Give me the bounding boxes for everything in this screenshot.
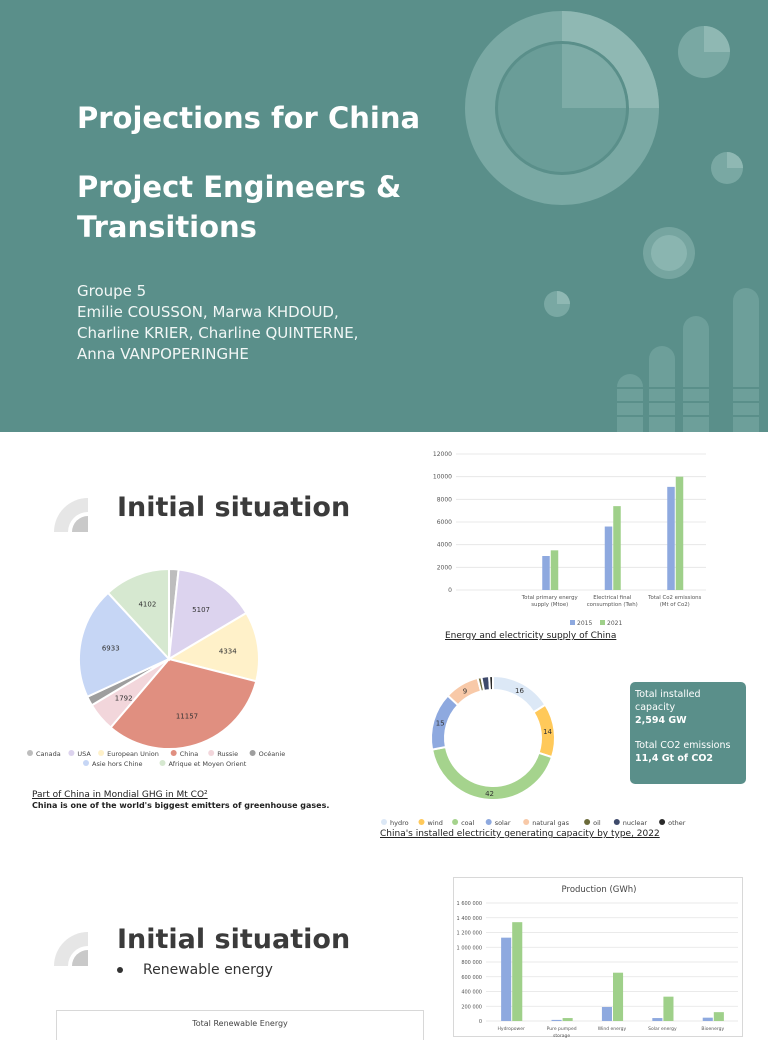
chart-title: Production (GWh) xyxy=(561,885,637,895)
donut-caption: China's installed electricity generating capacity by type, 2022 xyxy=(380,829,660,839)
y-tick-label: 0 xyxy=(478,1019,482,1025)
x-tick-label: Solar energy xyxy=(648,1027,677,1032)
y-tick-label: 10000 xyxy=(432,473,452,481)
legend-entry: other xyxy=(668,819,686,827)
x-tick-label: (Mt of Co2) xyxy=(659,602,690,608)
renewable-chart-title: Total Renewable Energy xyxy=(192,1019,288,1028)
data-label: 16 xyxy=(515,686,524,695)
legend-swatch xyxy=(600,620,605,625)
bullet-dot xyxy=(117,967,123,973)
bar-caption: Energy and electricity supply of China xyxy=(445,631,617,641)
authors-block xyxy=(77,281,358,365)
legend-swatch xyxy=(250,750,256,756)
legend-entry: Russie xyxy=(217,750,239,758)
legend-swatch xyxy=(486,819,492,825)
x-tick-label: Total primary energy xyxy=(521,595,578,601)
presentation-title: Projections for China xyxy=(77,101,421,135)
deco-circle-inner xyxy=(651,235,687,271)
y-tick-label: 6000 xyxy=(436,519,452,526)
data-label: 1792 xyxy=(114,694,133,703)
data-label: 5107 xyxy=(192,606,211,615)
bar xyxy=(551,550,559,590)
legend-swatch xyxy=(68,750,74,756)
bullet-text: Renewable energy xyxy=(143,962,273,978)
legend-entry: wind xyxy=(427,819,443,827)
bar xyxy=(703,1018,713,1021)
legend-entry: oil xyxy=(593,819,601,827)
bar xyxy=(676,477,684,590)
group-name: Groupe 5 xyxy=(77,282,147,300)
legend-swatch xyxy=(160,760,166,766)
info-label: Total installed capacity xyxy=(635,689,701,713)
info-label: Total CO2 emissions xyxy=(635,740,731,751)
x-tick-label: Wind energy xyxy=(597,1027,627,1032)
bar xyxy=(667,487,675,590)
legend-entry: Canada xyxy=(36,750,61,758)
section-title: Initial situation xyxy=(117,924,351,955)
ghg-pie-chart xyxy=(20,557,340,772)
deco-circle-slice xyxy=(727,152,743,168)
data-label: 4334 xyxy=(218,647,237,656)
legend-entry: Afrique et Moyen Orient xyxy=(168,760,247,768)
legend-entry: hydro xyxy=(390,819,409,827)
section-icon xyxy=(54,932,96,966)
y-tick-label: 4000 xyxy=(436,541,452,549)
legend-entry: nuclear xyxy=(622,819,648,827)
x-tick-label: Total Co2 emissions xyxy=(648,595,702,601)
legend-swatch xyxy=(419,819,425,825)
legend-swatch xyxy=(614,819,620,825)
capacity-info-box xyxy=(630,682,746,784)
x-tick-label: Electrical final xyxy=(593,595,632,601)
bar xyxy=(552,1020,562,1021)
y-tick-label: 1 000 000 xyxy=(456,945,482,952)
bar xyxy=(663,997,673,1021)
bar xyxy=(512,922,522,1021)
production-bar-chart xyxy=(453,877,743,1037)
bar xyxy=(613,973,623,1021)
section-title: Initial situation xyxy=(117,492,351,523)
data-label: 9 xyxy=(462,687,468,696)
legend-swatch xyxy=(523,819,529,825)
legend-entry: China xyxy=(179,750,199,758)
bar xyxy=(613,506,621,590)
y-tick-label: 0 xyxy=(448,587,452,594)
legend-entry: USA xyxy=(77,750,91,758)
author-line: Charline KRIER, Charline QUINTERNE, xyxy=(77,324,359,342)
bar xyxy=(602,1007,612,1021)
deco-circle-slice xyxy=(557,291,570,304)
legend-entry: Asie hors Chine xyxy=(92,760,143,768)
y-tick-label: 1 600 000 xyxy=(456,901,482,907)
legend-entry: natural gas xyxy=(532,819,569,827)
legend-entry: coal xyxy=(461,819,475,827)
x-tick-label: supply (Mtoe) xyxy=(531,602,569,608)
x-tick-label: consumption (Twh) xyxy=(586,602,638,608)
legend-swatch xyxy=(570,620,575,625)
legend-swatch xyxy=(83,760,89,766)
y-tick-label: 12000 xyxy=(432,451,452,458)
legend-entry: 2021 xyxy=(607,620,623,627)
legend-entry: Océanie xyxy=(258,750,286,758)
x-tick-label: storage xyxy=(553,1034,571,1039)
bar xyxy=(501,938,511,1021)
bullet-item xyxy=(117,962,273,978)
bar xyxy=(652,1018,662,1021)
author-line: Emilie COUSSON, Marwa KHDOUD, xyxy=(77,303,339,321)
section-icon xyxy=(54,498,96,532)
legend-entry: 2015 xyxy=(577,620,593,627)
legend-entry: solar xyxy=(494,819,511,827)
presentation-subtitle: Project Engineers & Transitions xyxy=(77,170,402,244)
renewable-slide xyxy=(0,862,768,1039)
energy-bar-chart xyxy=(420,444,720,629)
info-value: 2,594 GW xyxy=(635,715,687,726)
author-line: Anna VANPOPERINGHE xyxy=(77,345,249,363)
legend-swatch xyxy=(452,819,458,825)
bar xyxy=(605,527,613,590)
data-label: 6933 xyxy=(101,644,120,653)
legend-swatch xyxy=(381,819,387,825)
renewable-chart-frame xyxy=(56,1010,424,1040)
y-tick-label: 8000 xyxy=(436,496,452,504)
pie-slice xyxy=(489,676,493,690)
x-tick-label: Bioenergy xyxy=(701,1027,725,1032)
pie-caption: Part of China in Mondial GHG in Mt CO² xyxy=(32,790,208,800)
y-tick-label: 2000 xyxy=(436,564,452,572)
x-tick-label: Hydropower xyxy=(497,1027,525,1032)
legend-swatch xyxy=(27,750,33,756)
initial-situation-slide xyxy=(0,432,768,862)
pie-note: China is one of the world's biggest emitters of greenhouse gases. xyxy=(32,801,330,810)
y-tick-label: 800 000 xyxy=(461,960,482,966)
y-tick-label: 200 000 xyxy=(461,1004,482,1011)
y-tick-label: 1 200 000 xyxy=(456,930,482,937)
bar xyxy=(563,1018,573,1021)
x-tick-label: Pure pumped xyxy=(546,1027,577,1032)
legend-swatch xyxy=(171,750,177,756)
bar xyxy=(714,1012,724,1021)
y-tick-label: 1 400 000 xyxy=(456,915,482,922)
legend-entry: European Union xyxy=(107,750,159,758)
legend-swatch xyxy=(584,819,590,825)
data-label: 42 xyxy=(485,789,495,798)
legend-swatch xyxy=(659,819,665,825)
legend-swatch xyxy=(98,750,104,756)
legend-swatch xyxy=(208,750,214,756)
data-label: 14 xyxy=(543,728,553,737)
data-label: 11157 xyxy=(175,712,199,721)
y-tick-label: 400 000 xyxy=(461,989,482,996)
data-label: 15 xyxy=(435,719,445,728)
bar xyxy=(542,556,550,590)
data-label: 4102 xyxy=(138,600,157,609)
deco-circle-slice xyxy=(704,26,730,52)
info-value: 11,4 Gt of CO2 xyxy=(635,753,714,764)
y-tick-label: 600 000 xyxy=(461,974,482,981)
title-slide xyxy=(0,0,768,432)
